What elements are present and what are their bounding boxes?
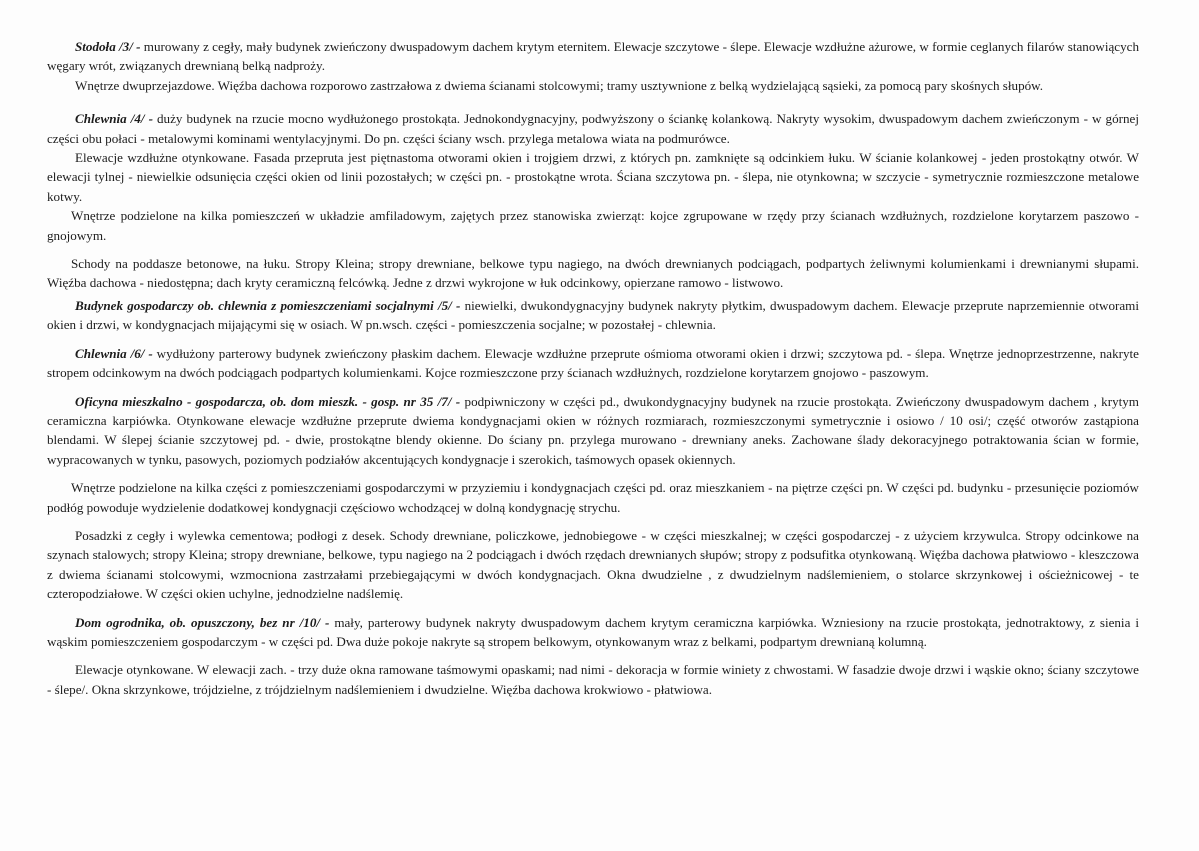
paragraph-heading: Chlewnia /6/ - — [75, 345, 157, 361]
document-body — [47, 37, 1139, 699]
paragraph-oficyna — [47, 392, 1139, 470]
paragraph-text: Elewacje otynkowane. W elewacji zach. - trzy duże okna ramowane taśmowymi opaskami; nad nimi - dekoracja w formie winiety z chwostami. W fasadzie dwoje drzwi i wąskie okno; ściany szczytowe - ślepe/. Okna skrzynkowe, trójdzielne, z trójdzielnym nadślemieniem i dwudzielne. Więźba dachowa krokwiowo - płatwiowa. — [47, 662, 1139, 697]
paragraph-text: Wnętrze podzielone na kilka pomieszczeń w układzie amfiladowym, zajętych przez stanowiska zwierząt: kojce zgrupowane w rzędy przy ścianach wzdłużnych, rozdzielone korytarzem paszowo -gnojowym. — [47, 208, 1139, 243]
paragraph-heading: Oficyna mieszkalno - gospodarcza, ob. dom mieszk. - gosp. nr 35 /7/ - — [75, 393, 465, 409]
paragraph-text: Elewacje wzdłużne otynkowane. Fasada przepruta jest piętnastoma otworami okien i trojgiem drzwi, z których pn. zamknięte są odcinkiem łuku. W ścianie kolankowej - jeden prostokątny otwór. W elewacji tylnej - niewielkie odsunięcia części okien od linii pozostałych; w części pn. - prostokątne wrota. Ściana szczytowa pn. - ślepa, nie otynkowna; w szczycie - symetrycznie rozmieszczone metalowe kotwy. — [47, 150, 1139, 204]
paragraph-text: wydłużony parterowy budynek zwieńczony płaskim dachem. Elewacje wzdłużne przeprute ośmioma otworami okien i drzwi; szczytowa pd. - ślepa. Wnętrze jednoprzestrzenne, nakryte stropem odcinkowym na dwóch podciągach podpartych kolumienkami. Kojce rozmieszczone przy ścianach wzdłużnych, rozdzielone korytarzem gnojowo - paszowym. — [47, 345, 1139, 381]
paragraph-stodola — [47, 37, 1139, 76]
paragraph-text: mały, parterowy budynek nakryty dwuspadowym dachem krytym ceramiczna karpiówka. Wzniesiony na rzucie prostokąta, jednotraktowy, z sienia i wąskim pomieszczeniem gospodarczym - w części pd. Dwa duże pokoje nakryte są stropem belkowym, otynkowanym wraz z belkami, podpartym drewnianą kolumną. — [47, 614, 1139, 649]
paragraph-oficyna-interior — [47, 478, 1139, 517]
paragraph-dom-ogrodnika — [47, 613, 1139, 652]
paragraph-text: Schody na poddasze betonowe, na łuku. Stropy Kleina; stropy drewniane, belkowe typu nagiego, na dwóch drewnianych podciągach, podpartych żeliwnymi kolumienkami i drewnianymi słupami. Więźba dachowa - niedostępna; dach kryty ceramiczną felcówką. Jedne z drzwi wykrojone w łuk odcinkowy, opierzane ramowo - listwowo. — [47, 256, 1139, 291]
paragraph-dom-ogrodnika-elevations — [47, 660, 1139, 699]
paragraph-chlewnia-4 — [47, 109, 1139, 148]
paragraph-chlewnia-4-details — [47, 254, 1139, 293]
paragraph-text: niewielki, dwukondygnacyjny budynek nakryty płytkim, dwuspadowym dachem. Elewacje przeprute naprzemiennie otworami okien i drzwi, w kondygnacjach mijającymi się w osiach. W pn.wsch. części - pomieszczenia socjalne; w pozostałej - chlewnia. — [47, 297, 1139, 333]
paragraph-text: Posadzki z cegły i wylewka cementowa; podłogi z desek. Schody drewniane, policzkowe, jednobiegowe - w części mieszkalnej; w części gospodarczej - z użyciem krzywulca. Stropy odcinkowe na szynach stalowych; stropy Kleina; stropy drewniane, belkowe, typu nagiego na 2 podciągach i dwóch rzędach drewnianych słupów; stropy z podsufitka otynkowaną. Więźba dachowa płatwiowo - kleszczowa z dwiema ścianami stolcowymi, wzmocniona zastrzałami przebiegającymi w dwóch kondygnacjach. Okna dwudzielne , z dwudzielnym nadślemieniem, o stolarce skrzynkowej i ościeżnicowej - te czteropodziałowe. W części okien uchylne, jednodzielne nadślemię. — [47, 527, 1139, 602]
paragraph-heading: Stodoła /3/ - — [75, 39, 144, 54]
paragraph-stodola-interior — [47, 76, 1139, 95]
paragraph-heading: Chlewnia /4/ - — [75, 111, 157, 127]
paragraph-budynek-gospodarczy — [47, 296, 1139, 335]
paragraph-text: Wnętrze dwuprzejazdowe. Więźba dachowa rozporowo zastrzałowa z dwiema ścianami stolcowymi; tramy usztywnione z belką wydzielającą sąsieki, za pomocą pary skośnych słupów. — [75, 77, 1044, 93]
paragraph-chlewnia-6 — [47, 344, 1139, 383]
paragraph-chlewnia-4-elevations — [47, 148, 1139, 206]
paragraph-text: duży budynek na rzucie mocno wydłużonego prostokąta. Jednokondygnacyjny, podwyższony o ściankę kolankową. Nakryty wysokim, dwuspadowym dachem zwieńczonym - w górnej części obu połaci - metalowymi kominami wentylacyjnymi. Do pn. części ściany wsch. przylega metalowa wiata na podmurówce. — [47, 111, 1139, 146]
paragraph-text: murowany z cegły, mały budynek zwieńczony dwuspadowym dachem krytym eternitem. Elewacje szczytowe - ślepe. Elewacje wzdłużne ażurowe, w formie ceglanych filarów stanowiących węgary wrót, związanych drewnianą belką nadproży. — [47, 39, 1140, 74]
paragraph-oficyna-details — [47, 526, 1139, 604]
paragraph-text: podpiwniczony w części pd., dwukondygnacyjny budynek na rzucie prostokąta. Zwieńczony dwuspadowym dachem , krytym ceramiczna karpiówka. Otynkowane elewacje wzdłużne przeprute dwiema kondygnacjami okien w różnych rozmiarach, rozmieszczonymi symetrycznie i osiowo / 10 osi/; część otworów zastąpiona blendami. W ślepej ścianie szczytowej pd. - dwie, prostokątne blendy okienne. Do ściany pn. przylega murowano - drewniany aneks. Zachowane ślady dekoracyjnego potraktowania ścian w formie, wypracowanych w tynku, pasowych, poziomych podziałów akcentujących kondygnacje i szerokich, taśmowych opasek okiennych. — [47, 393, 1139, 467]
paragraph-text: Wnętrze podzielone na kilka części z pomieszczeniami gospodarczymi w przyziemiu i kondygnacjach części pd. oraz mieszkaniem - na piętrze części pn. W części pd. budynku - przesunięcie poziomów podłóg powoduje wydzielenie dodatkowej kondygnacji częściowo wchodzącej w dolną kondygnację strychu. — [47, 480, 1139, 515]
paragraph-chlewnia-4-interior — [47, 206, 1139, 245]
paragraph-heading: Dom ogrodnika, ob. opuszczony, bez nr /10/ - — [75, 614, 335, 630]
paragraph-heading: Budynek gospodarczy ob. chlewnia z pomieszczeniami socjalnymi /5/ - — [75, 297, 465, 313]
